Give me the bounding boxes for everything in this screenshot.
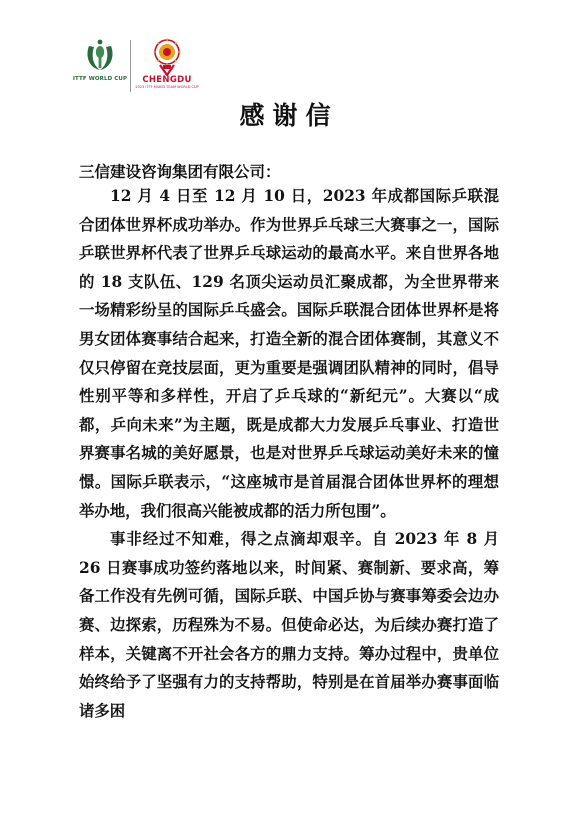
logo-divider — [130, 40, 131, 92]
ittf-emblem-icon — [83, 38, 117, 74]
header-logos — [72, 38, 199, 100]
letter-title: 感谢信 — [239, 101, 339, 130]
body-paragraph-2: 事非经过不知难，得之点滴却艰辛。自 2023 年 8 月 26 日赛事成功签约落地以来，时间紧、赛制新、要求高，筹备工作没有先例可循，国际乒联、中国乒协与赛事筹委会边办赛、边探索，历程殊为不易。但使命必达，为后续办赛打造了样本，关键离不开社会各方的鼎力支持。筹办过程中，贵单位始终给予了坚强有力的支持帮助，特别是在首届举办赛事面临诸多困 — [79, 530, 499, 720]
letter-salutation: 三信建设咨询集团有限公司： — [79, 162, 281, 181]
golden-sun-bird-icon — [150, 38, 184, 76]
ittf-world-cup-logo — [72, 38, 128, 96]
chengdu-logo-subtext: 2023 ITTF MIXED TEAM WORLD CUP — [135, 85, 199, 89]
body-paragraph-1: 12 月 4 日至 12 月 10 日，2023 年成都国际乒联混合团体世界杯成功举办。作为世界乒乓球三大赛事之一，国际乒联世界杯代表了世界乒乓球运动的最高水平。来自世界各地的 18 支队伍、129 名顶尖运动员汇聚成都，为全世界带来一场精彩纷呈的国际乒乓盛会。国际乒联混合团体世界杯是将男女团体赛事结合起来，打造全新的混合团体赛制，其意义不仅只停留在竞技层面，更为重要是强调团队精神的同时，倡导性别平等和多样性，开启了乒乓球的“新纪元”。大赛以“成都，乒向未来”为主题，既是成都大力发展乒乓事业、打造世界赛事名城的美好愿景，也是对世界乒乓球运动美好未来的憧憬。国际乒联表示，“这座城市是首届混合团体世界杯的理想举办地，我们很高兴能被成都的活力所包围”。 — [79, 187, 499, 520]
letter-body — [79, 182, 499, 725]
chengdu-logo-text: CHENGDU — [142, 75, 192, 85]
ittf-logo-text: ITTF WORLD CUP — [72, 76, 128, 82]
chengdu-logo — [135, 38, 199, 98]
